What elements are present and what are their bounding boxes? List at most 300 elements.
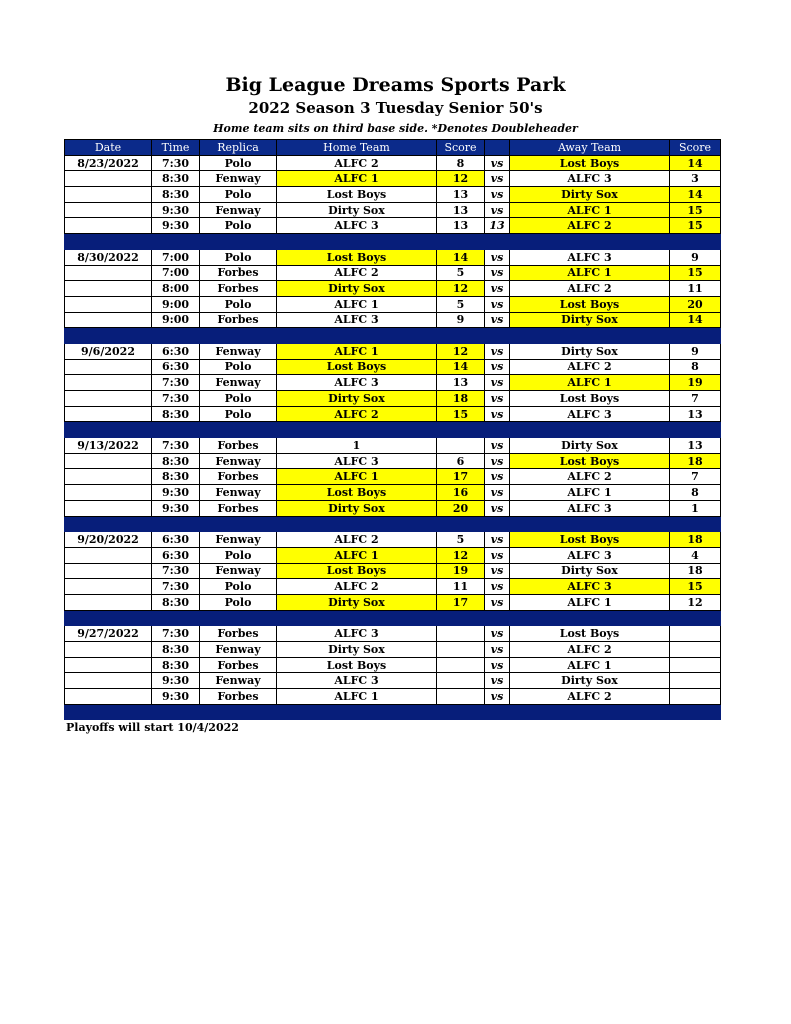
away-team: ALFC 3 [510, 579, 670, 595]
game-time: 8:00 [152, 281, 200, 297]
separator-cell [485, 516, 510, 532]
home-score: 5 [437, 532, 485, 548]
table-row [65, 155, 721, 171]
separator-cell [152, 422, 200, 438]
home-team: ALFC 3 [277, 218, 437, 234]
game-date: 9/20/2022 [65, 532, 152, 548]
game-replica: Forbes [200, 657, 277, 673]
vs-label: vs [485, 281, 510, 297]
home-score: 9 [437, 312, 485, 328]
table-row [65, 281, 721, 297]
home-score: 6 [437, 453, 485, 469]
separator-cell [670, 422, 721, 438]
table-row [65, 171, 721, 187]
col-replica: Replica [200, 140, 277, 156]
game-date [65, 375, 152, 391]
away-team: ALFC 2 [510, 281, 670, 297]
away-team: ALFC 3 [510, 171, 670, 187]
game-time: 9:00 [152, 296, 200, 312]
table-row [65, 689, 721, 705]
home-team: ALFC 1 [277, 171, 437, 187]
separator-cell [200, 422, 277, 438]
vs-label: vs [485, 563, 510, 579]
away-score [670, 642, 721, 658]
game-date [65, 202, 152, 218]
away-team: Dirty Sox [510, 312, 670, 328]
game-replica: Polo [200, 155, 277, 171]
away-team: ALFC 1 [510, 265, 670, 281]
home-team: ALFC 3 [277, 626, 437, 642]
vs-label: vs [485, 202, 510, 218]
separator-cell [485, 704, 510, 720]
col-date: Date [65, 140, 152, 156]
col-away-team: Away Team [510, 140, 670, 156]
table-row [65, 657, 721, 673]
away-score: 1 [670, 500, 721, 516]
game-replica: Forbes [200, 281, 277, 297]
home-team: Lost Boys [277, 359, 437, 375]
game-replica: Polo [200, 406, 277, 422]
away-team: ALFC 2 [510, 359, 670, 375]
game-date [65, 547, 152, 563]
home-team: ALFC 1 [277, 469, 437, 485]
away-score: 18 [670, 563, 721, 579]
home-team: ALFC 1 [277, 689, 437, 705]
game-replica: Fenway [200, 532, 277, 548]
game-date [65, 594, 152, 610]
separator-cell [670, 610, 721, 626]
game-time: 7:30 [152, 579, 200, 595]
home-team: ALFC 1 [277, 343, 437, 359]
vs-label: vs [485, 171, 510, 187]
away-score: 9 [670, 249, 721, 265]
table-row [65, 485, 721, 501]
week-separator [65, 234, 721, 250]
game-time: 6:30 [152, 343, 200, 359]
game-date [65, 579, 152, 595]
vs-label: vs [485, 485, 510, 501]
separator-cell [510, 704, 670, 720]
table-row [65, 249, 721, 265]
table-row [65, 673, 721, 689]
separator-cell [152, 610, 200, 626]
separator-cell [510, 422, 670, 438]
separator-cell [65, 516, 152, 532]
separator-cell [485, 234, 510, 250]
separator-cell [65, 234, 152, 250]
separator-cell [510, 516, 670, 532]
home-team: Dirty Sox [277, 281, 437, 297]
game-date [65, 281, 152, 297]
game-replica: Fenway [200, 485, 277, 501]
game-time: 7:30 [152, 626, 200, 642]
vs-label: vs [485, 187, 510, 203]
away-team: ALFC 1 [510, 202, 670, 218]
game-date [65, 171, 152, 187]
away-score: 4 [670, 547, 721, 563]
table-row [65, 579, 721, 595]
separator-cell [437, 328, 485, 344]
separator-cell [670, 328, 721, 344]
game-date [65, 359, 152, 375]
game-replica: Polo [200, 218, 277, 234]
week-separator [65, 422, 721, 438]
game-date: 9/13/2022 [65, 438, 152, 454]
vs-label: vs [485, 547, 510, 563]
separator-cell [200, 704, 277, 720]
separator-cell [510, 328, 670, 344]
vs-label: vs [485, 689, 510, 705]
away-team: Dirty Sox [510, 563, 670, 579]
game-replica: Fenway [200, 343, 277, 359]
game-time: 9:30 [152, 202, 200, 218]
game-date [65, 391, 152, 407]
away-score: 8 [670, 485, 721, 501]
away-team: ALFC 1 [510, 485, 670, 501]
home-score: 12 [437, 343, 485, 359]
game-replica: Fenway [200, 453, 277, 469]
separator-cell [437, 422, 485, 438]
vs-label: vs [485, 626, 510, 642]
table-row [65, 532, 721, 548]
game-time: 8:30 [152, 594, 200, 610]
home-team: Lost Boys [277, 657, 437, 673]
table-row [65, 594, 721, 610]
game-time: 6:30 [152, 532, 200, 548]
game-date [65, 673, 152, 689]
away-team: ALFC 2 [510, 689, 670, 705]
table-row [65, 312, 721, 328]
game-time: 9:30 [152, 673, 200, 689]
home-team: ALFC 2 [277, 265, 437, 281]
game-replica: Forbes [200, 469, 277, 485]
home-score [437, 657, 485, 673]
game-time: 6:30 [152, 547, 200, 563]
away-team: Lost Boys [510, 453, 670, 469]
home-score: 5 [437, 265, 485, 281]
table-row [65, 202, 721, 218]
away-score: 18 [670, 532, 721, 548]
home-score: 14 [437, 249, 485, 265]
game-date [65, 312, 152, 328]
vs-label: 13 [485, 218, 510, 234]
home-team: Dirty Sox [277, 202, 437, 218]
game-replica: Forbes [200, 438, 277, 454]
separator-cell [277, 328, 437, 344]
col-away-score: Score [670, 140, 721, 156]
away-score [670, 626, 721, 642]
away-score: 18 [670, 453, 721, 469]
away-score: 19 [670, 375, 721, 391]
away-score: 15 [670, 218, 721, 234]
away-team: ALFC 3 [510, 500, 670, 516]
away-score [670, 689, 721, 705]
separator-cell [152, 704, 200, 720]
away-score: 3 [670, 171, 721, 187]
home-team: ALFC 3 [277, 375, 437, 391]
away-score: 15 [670, 202, 721, 218]
vs-label: vs [485, 469, 510, 485]
away-team: ALFC 3 [510, 547, 670, 563]
game-replica: Fenway [200, 563, 277, 579]
game-replica: Fenway [200, 642, 277, 658]
home-team: Dirty Sox [277, 500, 437, 516]
game-date [65, 218, 152, 234]
separator-cell [437, 516, 485, 532]
away-team: Lost Boys [510, 155, 670, 171]
away-team: ALFC 2 [510, 218, 670, 234]
home-score: 14 [437, 359, 485, 375]
game-date [65, 642, 152, 658]
game-replica: Fenway [200, 673, 277, 689]
away-team: Dirty Sox [510, 673, 670, 689]
away-team: Dirty Sox [510, 343, 670, 359]
separator-cell [65, 610, 152, 626]
home-score [437, 626, 485, 642]
home-score: 20 [437, 500, 485, 516]
away-score: 15 [670, 265, 721, 281]
game-time: 9:30 [152, 689, 200, 705]
separator-cell [200, 610, 277, 626]
game-replica: Polo [200, 296, 277, 312]
separator-cell [437, 234, 485, 250]
separator-cell [485, 422, 510, 438]
game-date [65, 689, 152, 705]
table-row [65, 375, 721, 391]
home-team: Lost Boys [277, 563, 437, 579]
game-time: 8:30 [152, 453, 200, 469]
away-team: Lost Boys [510, 391, 670, 407]
game-date [65, 187, 152, 203]
away-score: 7 [670, 391, 721, 407]
home-team: ALFC 2 [277, 155, 437, 171]
schedule-note: Home team sits on third base side. *Denotes Doubleheader [213, 122, 578, 135]
table-row [65, 218, 721, 234]
vs-label: vs [485, 657, 510, 673]
home-score: 5 [437, 296, 485, 312]
separator-cell [277, 704, 437, 720]
game-time: 7:30 [152, 438, 200, 454]
game-time: 8:30 [152, 171, 200, 187]
vs-label: vs [485, 406, 510, 422]
game-date: 9/27/2022 [65, 626, 152, 642]
table-row [65, 626, 721, 642]
game-date: 8/23/2022 [65, 155, 152, 171]
vs-label: vs [485, 532, 510, 548]
game-replica: Fenway [200, 171, 277, 187]
separator-cell [152, 328, 200, 344]
away-score: 7 [670, 469, 721, 485]
schedule-body [65, 155, 721, 720]
separator-cell [200, 516, 277, 532]
game-time: 8:30 [152, 469, 200, 485]
game-replica: Polo [200, 359, 277, 375]
game-date [65, 563, 152, 579]
col-home-score: Score [437, 140, 485, 156]
home-score: 17 [437, 594, 485, 610]
game-time: 7:30 [152, 563, 200, 579]
game-date [65, 500, 152, 516]
away-team: ALFC 1 [510, 657, 670, 673]
home-team: ALFC 2 [277, 532, 437, 548]
game-time: 9:00 [152, 312, 200, 328]
home-score: 8 [437, 155, 485, 171]
game-time: 7:00 [152, 265, 200, 281]
game-replica: Polo [200, 187, 277, 203]
separator-cell [277, 610, 437, 626]
game-date [65, 406, 152, 422]
away-team: ALFC 2 [510, 469, 670, 485]
away-team: ALFC 2 [510, 642, 670, 658]
page-subtitle: 2022 Season 3 Tuesday Senior 50's [248, 99, 543, 117]
vs-label: vs [485, 579, 510, 595]
home-score: 18 [437, 391, 485, 407]
game-date [65, 469, 152, 485]
home-score: 17 [437, 469, 485, 485]
game-date: 8/30/2022 [65, 249, 152, 265]
home-team: ALFC 2 [277, 579, 437, 595]
home-score: 12 [437, 171, 485, 187]
game-replica: Fenway [200, 375, 277, 391]
week-separator [65, 610, 721, 626]
table-row [65, 469, 721, 485]
home-team: Lost Boys [277, 249, 437, 265]
col-vs [485, 140, 510, 156]
week-separator [65, 516, 721, 532]
away-team: ALFC 1 [510, 594, 670, 610]
home-score: 13 [437, 187, 485, 203]
week-separator [65, 328, 721, 344]
home-score: 16 [437, 485, 485, 501]
away-team: Dirty Sox [510, 187, 670, 203]
home-score: 12 [437, 547, 485, 563]
game-replica: Fenway [200, 202, 277, 218]
game-time: 7:00 [152, 249, 200, 265]
separator-cell [510, 610, 670, 626]
separator-cell [65, 328, 152, 344]
table-row [65, 547, 721, 563]
vs-label: vs [485, 155, 510, 171]
game-replica: Polo [200, 391, 277, 407]
away-score: 8 [670, 359, 721, 375]
home-team: ALFC 2 [277, 406, 437, 422]
col-time: Time [152, 140, 200, 156]
away-score: 14 [670, 312, 721, 328]
game-date [65, 296, 152, 312]
home-score [437, 438, 485, 454]
game-replica: Forbes [200, 689, 277, 705]
vs-label: vs [485, 438, 510, 454]
game-time: 9:30 [152, 218, 200, 234]
separator-cell [65, 422, 152, 438]
vs-label: vs [485, 343, 510, 359]
separator-cell [485, 610, 510, 626]
separator-cell [670, 704, 721, 720]
separator-cell [670, 234, 721, 250]
vs-label: vs [485, 312, 510, 328]
away-team: Lost Boys [510, 626, 670, 642]
home-team: Dirty Sox [277, 642, 437, 658]
away-score: 14 [670, 187, 721, 203]
game-replica: Forbes [200, 626, 277, 642]
game-replica: Forbes [200, 312, 277, 328]
vs-label: vs [485, 296, 510, 312]
away-score: 9 [670, 343, 721, 359]
game-date [65, 265, 152, 281]
game-replica: Polo [200, 579, 277, 595]
home-score: 12 [437, 281, 485, 297]
away-team: Dirty Sox [510, 438, 670, 454]
home-team: ALFC 3 [277, 453, 437, 469]
col-home-team: Home Team [277, 140, 437, 156]
game-date: 9/6/2022 [65, 343, 152, 359]
table-row [65, 438, 721, 454]
away-team: ALFC 1 [510, 375, 670, 391]
game-time: 8:30 [152, 187, 200, 203]
table-row [65, 563, 721, 579]
away-score: 15 [670, 579, 721, 595]
separator-cell [437, 610, 485, 626]
table-row [65, 642, 721, 658]
game-replica: Forbes [200, 500, 277, 516]
home-team: Lost Boys [277, 485, 437, 501]
home-team: ALFC 3 [277, 312, 437, 328]
separator-cell [200, 234, 277, 250]
table-header-row [65, 140, 721, 156]
game-date [65, 453, 152, 469]
game-date [65, 485, 152, 501]
home-team: Dirty Sox [277, 391, 437, 407]
game-time: 7:30 [152, 375, 200, 391]
away-score: 14 [670, 155, 721, 171]
home-score [437, 642, 485, 658]
game-time: 7:30 [152, 155, 200, 171]
separator-cell [277, 234, 437, 250]
table-row [65, 453, 721, 469]
home-score: 19 [437, 563, 485, 579]
away-score: 20 [670, 296, 721, 312]
game-time: 7:30 [152, 391, 200, 407]
separator-cell [152, 234, 200, 250]
away-team: Lost Boys [510, 296, 670, 312]
away-score [670, 673, 721, 689]
vs-label: vs [485, 673, 510, 689]
home-score: 13 [437, 202, 485, 218]
home-score: 13 [437, 218, 485, 234]
separator-cell [277, 516, 437, 532]
table-row [65, 187, 721, 203]
game-time: 6:30 [152, 359, 200, 375]
away-score: 13 [670, 438, 721, 454]
away-score [670, 657, 721, 673]
table-row [65, 359, 721, 375]
vs-label: vs [485, 500, 510, 516]
table-row [65, 406, 721, 422]
separator-cell [200, 328, 277, 344]
away-team: Lost Boys [510, 532, 670, 548]
vs-label: vs [485, 359, 510, 375]
game-time: 8:30 [152, 642, 200, 658]
home-team: Dirty Sox [277, 594, 437, 610]
home-score [437, 673, 485, 689]
separator-cell [510, 234, 670, 250]
away-score: 13 [670, 406, 721, 422]
playoffs-note: Playoffs will start 10/4/2022 [66, 721, 239, 734]
vs-label: vs [485, 594, 510, 610]
table-row [65, 343, 721, 359]
game-replica: Polo [200, 594, 277, 610]
separator-cell [65, 704, 152, 720]
